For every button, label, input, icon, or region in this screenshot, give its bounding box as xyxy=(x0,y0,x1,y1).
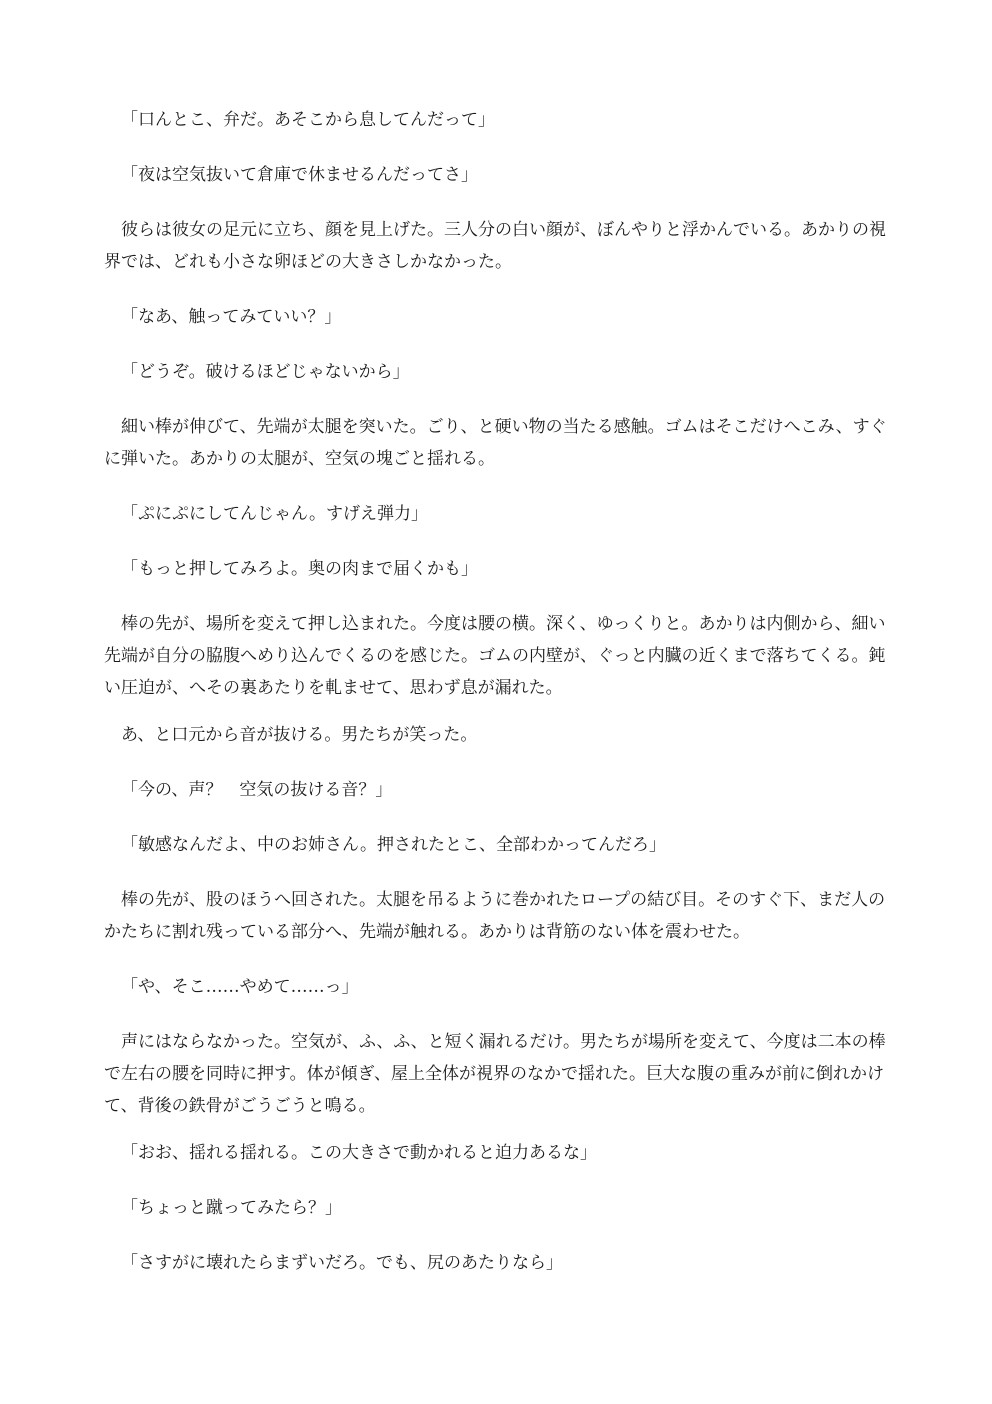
paragraph-narration: あ、と口元から音が抜ける。男たちが笑った。 xyxy=(121,725,478,745)
paragraph-narration: 棒の先が、場所を変えて押し込まれた。今度は腰の横。深く、ゆっくりと。あかりは内側から、細い先端が自分の脇腹へめり込んでくるのを感じた。ゴムの内壁が、ぐっと内臓の近くまで落ちてくる。鈍い圧迫が、へその裏あたりを軋ませて、思わず息が漏れた。 xyxy=(104,614,886,698)
paragraph-narration: 棒の先が、股のほうへ回された。太腿を吊るように巻かれたロープの結び目。そのすぐ下、まだ人のかたちに割れ残っている部分へ、先端が触れる。あかりは背筋のない体を震わせた。 xyxy=(104,890,886,942)
paragraph-dialogue: 「ぷにぷにしてんじゃん。すげえ弾力」 xyxy=(121,504,429,524)
paragraph-dialogue: 「もっと押してみろよ。奥の肉まで届くかも」 xyxy=(121,559,478,579)
paragraph-narration: 声にはならなかった。空気が、ふ、ふ、と短く漏れるだけ。男たちが場所を変えて、今度は二本の棒で左右の腰を同時に押す。体が傾ぎ、屋上全体が視界のなかで揺れた。巨大な腹の重みが前に倒れかけて、背後の鉄骨がごうごうと鳴る。 xyxy=(104,1032,886,1116)
paragraph-dialogue: 「今の、声？ 空気の抜ける音？」 xyxy=(121,780,393,800)
paragraph-dialogue: 「ちょっと蹴ってみたら？」 xyxy=(121,1198,342,1218)
paragraph-dialogue: 「夜は空気抜いて倉庫で休ませるんだってさ」 xyxy=(121,165,478,185)
paragraph-dialogue: 「おお、揺れる揺れる。この大きさで動かれると迫力あるな」 xyxy=(121,1143,597,1163)
paragraph-dialogue: 「や、そこ……やめて……っ」 xyxy=(121,977,359,997)
paragraph-narration: 細い棒が伸びて、先端が太腿を突いた。ごり、と硬い物の当たる感触。ゴムはそこだけへこみ、すぐに弾いた。あかりの太腿が、空気の塊ごと揺れる。 xyxy=(104,417,887,469)
paragraph-dialogue: 「口んとこ、弁だ。あそこから息してんだって」 xyxy=(121,110,495,130)
paragraph-narration: 彼らは彼女の足元に立ち、顔を見上げた。三人分の白い顔が、ぼんやりと浮かんでいる。あかりの視界では、どれも小さな卵ほどの大きさしかなかった。 xyxy=(104,220,886,272)
paragraph-dialogue: 「どうぞ。破けるほどじゃないから」 xyxy=(121,362,410,382)
paragraph-dialogue: 「敏感なんだよ、中のお姉さん。押されたとこ、全部わかってんだろ」 xyxy=(121,835,667,855)
paragraph-dialogue: 「さすがに壊れたらまずいだろ。でも、尻のあたりなら」 xyxy=(121,1253,563,1273)
paragraph-dialogue: 「なあ、触ってみていい？」 xyxy=(121,307,342,327)
